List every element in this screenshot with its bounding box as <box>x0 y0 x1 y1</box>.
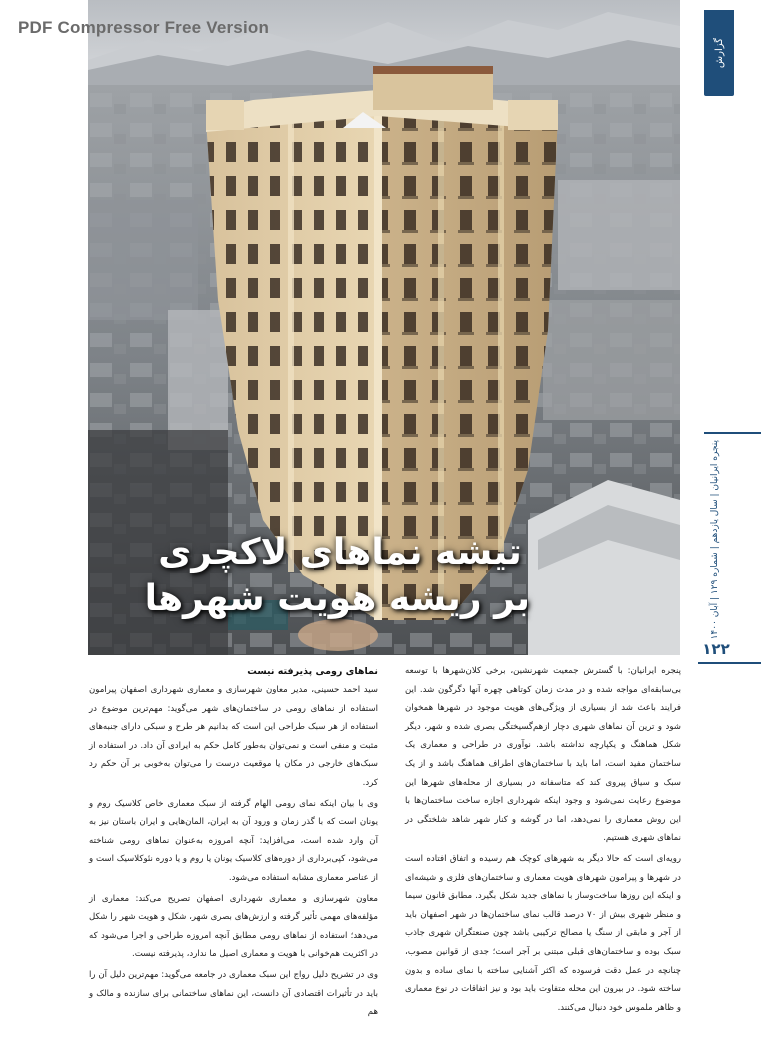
paragraph: معاون شهرسازی و معماری شهرداری اصفهان تصریح می‌کند: معماری از مؤلفه‌های مهمی تأثیر گرفته و ارزش‌های بصری شهر، شکل و هویت شهر را شکل می‌دهد؛ استفاده از نماهای رومی مطابق آنچه امروزه طراحی و اجرا می‌شود که در اکثریت هم‌خوانی با هویت و معماری اصیل ما ندارد، پذیرفته نیست. <box>89 893 378 960</box>
article-column-right <box>405 662 681 1017</box>
section-tab-label: گزارش <box>713 37 725 69</box>
watermark: PDF Compressor Free Version <box>18 18 270 37</box>
section-heading: نماهای رومی پذیرفته نیست <box>247 666 378 677</box>
headline-line-2: بر ریشه هویت شهرها <box>144 578 530 619</box>
magazine-issue-text: پنجره ایرانیان | سال یازدهم | شماره ۱۲۹ | آبان ۱۴۰۰ <box>710 440 720 640</box>
paragraph: وی با بیان اینکه نمای رومی الهام گرفته از سبک معماری خاص کلاسیک روم و یونان است که با گذر زمان و ورود آن به ایران، المان‌هایی و ایران باستان نیز به آن وارد شده است، می‌افزاید: آنچه امروزه به‌عنوان نماهای رومی شناخته می‌شود، کپی‌برداری از دوره‌های کلاسیک یونان یا روم و یا دوره نئوکلاسیک است و از عناصر معماری مشابه استفاده می‌شود. <box>89 798 378 883</box>
paragraph: رویه‌ای است که حالا دیگر به شهرهای کوچک هم رسیده و اتفاق افتاده است در شهرها و پیرامون شهرهای هویت معماری و ساختمان‌های فلزی و شیشه‌ای و اینکه این روزها ساخت‌وساز با نماهای جدید شکل بگیرد. مطابق قانون سیما و منظر شهری بیش از ۷۰ درصد قالب نمای ساختمان‌ها در شهر اصفهان باید از آجر و مابقی از سنگ یا مصالح ترکیبی باشد چون صنعتگران شهری جاذب سبک بوده و ساختمان‌های قبلی مبتنی بر آجر است؛ جدی از قوانین مصوب، چنانچه در عمل دقت فرسوده که اکثر آشنایی ساخته با نمای ساده و بدون ساخته شود. در بیرون این محله متفاوت باید بود و نیز اتفاقات در نوع معماری و ظاهر ملموس خود دنبال می‌کنند. <box>405 853 681 1013</box>
side-rule <box>704 432 761 434</box>
paragraph: سید احمد حسینی، مدیر معاون شهرسازی و معماری شهرداری اصفهان پیرامون استفاده از نماهای رومی در ساختمان‌های شهر می‌گوید: مهم‌ترین موضوع در استفاده از هر سبک طراحی این است که بدانیم هر طرح و سبکی دارای جنبه‌های مثبت و منفی است و نمی‌توان به‌طور کامل حکم به ایرادی آن داد. در استفاده از سبک‌های خارجی در مکان یا موقعیت درست را می‌توان به‌خوبی بر آن حکم رد کرد. <box>89 685 378 788</box>
headline <box>144 530 530 622</box>
headline-line-1: تیشه نماهای لاکچری <box>158 532 522 573</box>
magazine-issue-label <box>703 440 727 640</box>
article-column-left <box>89 662 378 1022</box>
page-number: ۱۲۲ <box>702 640 730 658</box>
page-rule <box>698 662 761 664</box>
paragraph: وی در تشریح دلیل رواج این سبک معماری در جامعه می‌گوید: مهم‌ترین دلیل آن را باید در تأثیرات اقتصادی آن دانست، این نماهای ساختمانی برای سازنده و مالک و هم <box>89 969 378 1018</box>
section-tab <box>704 10 734 96</box>
paragraph: پنجره ایرانیان: با گسترش جمعیت شهرنشین، برخی کلان‌شهرها با توسعه بی‌سابقه‌ای مواجه شده و در مدت زمان کوتاهی چهره آنها دگرگون شد. این فرایند باعث شد از بسیاری از ویژگی‌های هویت موجود در شهرها همخوان شود و ترین آن نماهای شهری دچار ازهم‌گسیختگی بصری شده و شهر، دیگر شکل هماهنگ و یکپارچه نداشته باشد. نوآوری در طراحی و معماری یک ساختمان مفید است، اما باید با ساختمان‌های اطراف هماهنگ باشد و از یک سبک و سیاق پیروی کند که متاسفانه در بسیاری از محله‌های شهرها این موضوع رعایت نمی‌شود و وجود اینکه شهرداری اجازه ساخت ساختمان‌ها با این روش معماری را نمی‌دهد، اما در گوشه و کنار شهر شاهد شلختگی در نماهای شهری هستیم. <box>405 666 681 844</box>
